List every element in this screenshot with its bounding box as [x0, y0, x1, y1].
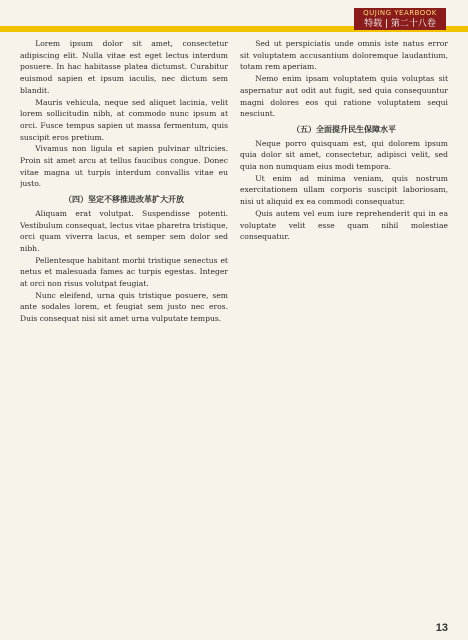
right-column — [240, 38, 448, 618]
left-column — [20, 38, 228, 618]
section-title: （四）坚定不移推进改革扩大开放 — [64, 195, 184, 205]
paragraph: Lorem ipsum dolor sit amet, consectetur adipiscing elit. Nulla vitae est eget lectus interdum posuere. In hac habitasse platea dictumst. Curabitur euismod sapien et ipsum iaculis, nec dictum sem blandit. — [20, 39, 228, 95]
header-bar — [0, 0, 468, 34]
yearbook-title-en: QUJING YEARBOOK — [363, 9, 437, 17]
paragraph: Pellentesque habitant morbi tristique senectus et netus et malesuada fames ac turpis egestas. Integer at orci non risus volutpat feugiat. — [20, 255, 228, 289]
content-area — [20, 38, 448, 618]
page-number: 13 — [435, 622, 448, 634]
paragraph: Quis autem vel eum iure reprehenderit qui in ea voluptate velit esse quam nihil molestiae consequatur. — [240, 208, 448, 242]
paragraph: Nunc eleifend, urna quis tristique posuere, sem ante sodales lorem, et feugiat sem justo nec eros. Duis consequat nisi sit amet urna vulputate tempus. — [20, 290, 228, 324]
paragraph: Nemo enim ipsam voluptatem quia voluptas sit aspernatur aut odit aut fugit, sed quia consequuntur magni dolores eos qui ratione voluptatem sequi nesciunt. — [240, 74, 448, 119]
paragraph: Ut enim ad minima veniam, quis nostrum exercitationem ullam corporis suscipit laboriosam, nisi ut aliquid ex ea commodi consequatur. — [240, 173, 448, 207]
yearbook-badge — [354, 8, 446, 30]
yearbook-title-cn: 特载 | 第二十八卷 — [364, 19, 436, 29]
section-title: （五）全面提升民生保障水平 — [292, 124, 396, 134]
paragraph: Sed ut perspiciatis unde omnis iste natus error sit voluptatem accusantium doloremque laudantium, totam rem aperiam. — [240, 39, 448, 72]
paragraph: Neque porro quisquam est, qui dolorem ipsum quia dolor sit amet, consectetur, adipisci velit, sed quia non numquam eius modi tempora. — [240, 138, 448, 172]
paragraph: Vivamus non ligula et sapien pulvinar ultricies. Proin sit amet arcu at tellus faucibus congue. Donec vitae magna ut turpis interdum convallis vitae eu justo. — [20, 144, 228, 189]
paragraph: Mauris vehicula, neque sed aliquet lacinia, velit lorem sollicitudin nibh, at commodo nunc ipsum at orci. Fusce tempus sapien ut massa fermentum, quis suscipit eros pretium. — [20, 97, 228, 142]
paragraph: Aliquam erat volutpat. Suspendisse potenti. Vestibulum consequat, lectus vitae pharetra tristique, orci quam viverra lacus, et semper sem dolor sed nibh. — [20, 208, 228, 253]
